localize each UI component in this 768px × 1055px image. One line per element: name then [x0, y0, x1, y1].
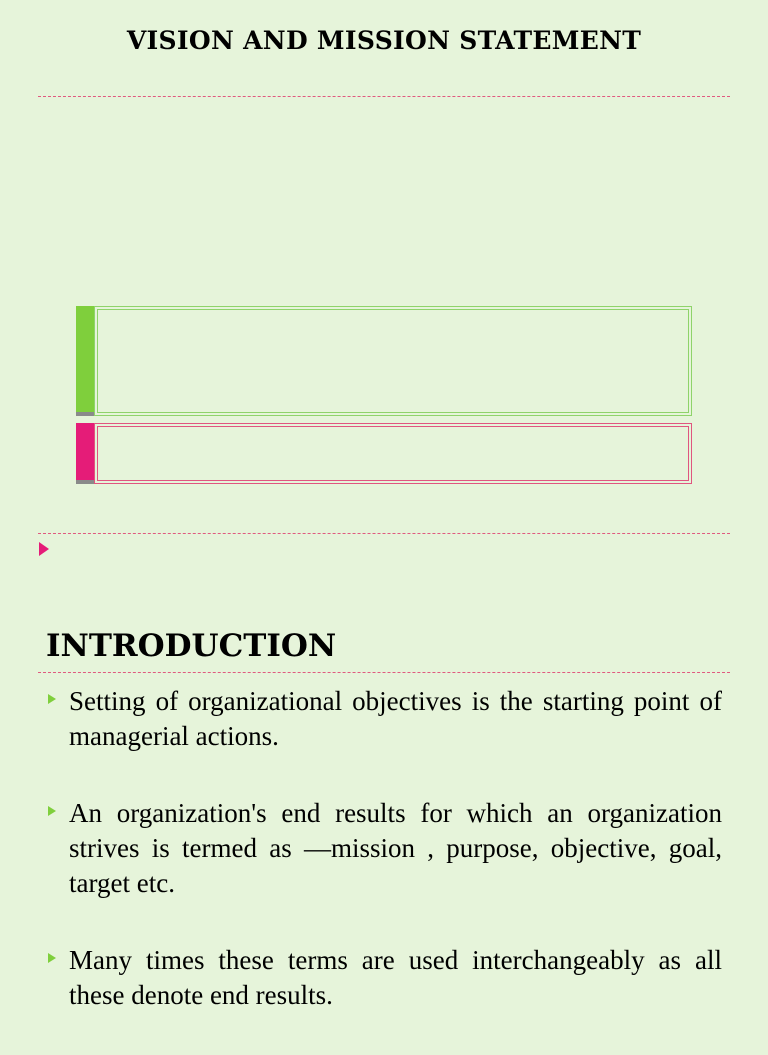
green-arrow-bullet-icon: [48, 953, 56, 963]
pink-content-box: [76, 423, 692, 484]
list-item: [46, 684, 722, 754]
bullet-text: Many times these terms are used interchangeably as all these denote end results.: [69, 945, 722, 1010]
green-accent-bar: [76, 306, 94, 416]
pink-arrow-bullet-icon: [39, 542, 49, 556]
heading-divider: [38, 672, 730, 673]
bottom-divider: [38, 533, 730, 534]
green-content-box: [76, 306, 692, 416]
list-item: [46, 943, 722, 1013]
slide-title: VISION AND MISSION STATEMENT: [126, 26, 642, 55]
green-arrow-bullet-icon: [48, 694, 56, 704]
pink-box-frame: [94, 423, 692, 484]
section-heading: INTRODUCTION: [46, 628, 337, 664]
pink-accent-bar: [76, 423, 94, 484]
bullet-text: Setting of organizational objectives is the starting point of managerial actions.: [69, 686, 722, 751]
list-item: [46, 796, 722, 901]
bullet-text: An organization's end results for which an organization strives is termed as —mission , purpose, objective, goal, target etc.: [69, 798, 722, 898]
green-arrow-bullet-icon: [48, 806, 56, 816]
green-box-frame: [94, 306, 692, 416]
title-divider: [38, 96, 730, 97]
bullet-list: [46, 684, 722, 1055]
